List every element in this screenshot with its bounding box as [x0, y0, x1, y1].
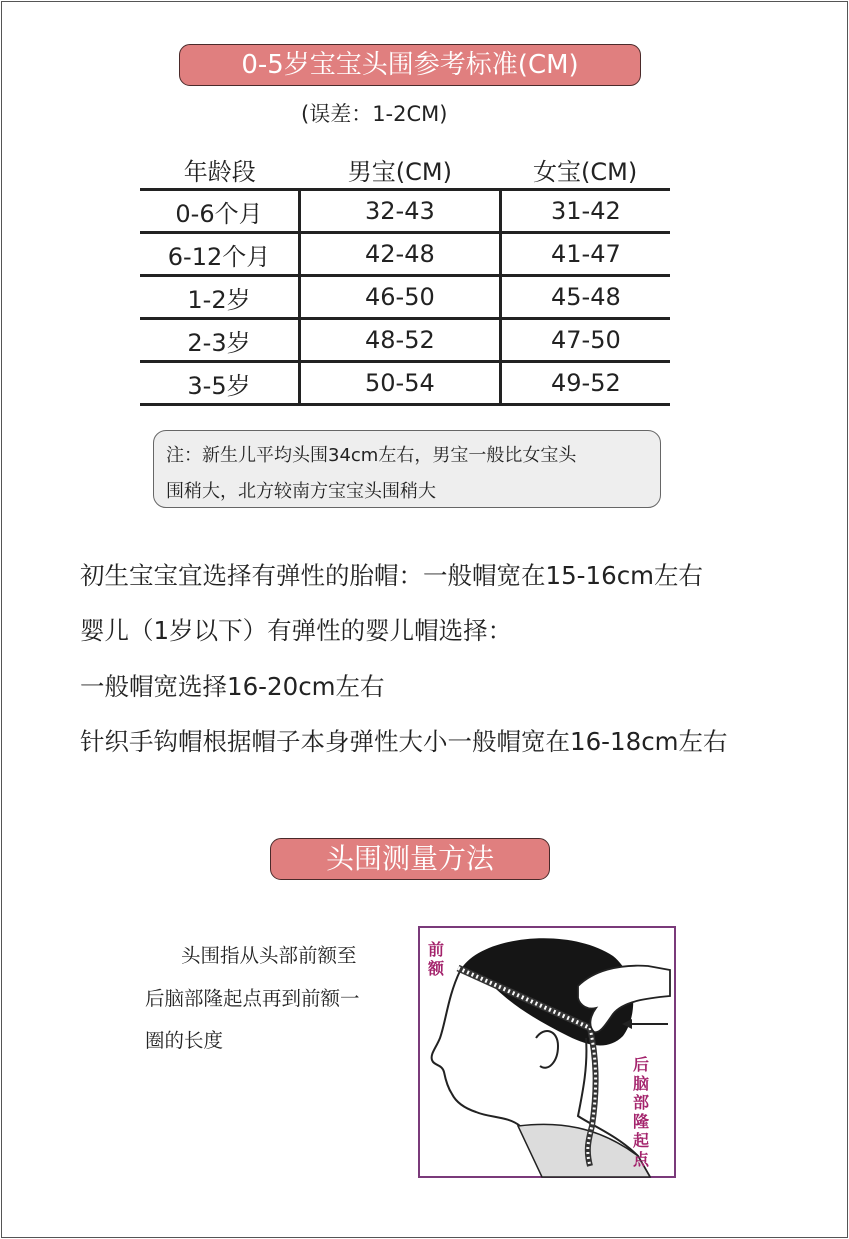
girl-cell: 49-52 [500, 362, 670, 405]
boy-cell: 46-50 [300, 276, 501, 319]
info-line: 一般帽宽选择16-20cm左右 [80, 672, 385, 701]
table-row [140, 276, 670, 319]
error-note: (误差：1-2CM) [301, 102, 448, 126]
method-description-line: 圈的长度 [145, 1029, 224, 1052]
boy-cell: 50-54 [300, 362, 501, 405]
front-forehead-label: 前额 [428, 940, 445, 978]
age-cell: 3-5岁 [187, 371, 251, 400]
girl-cell: 47-50 [500, 319, 670, 362]
boy-cell: 48-52 [300, 319, 501, 362]
note-box [153, 430, 661, 508]
age-cell: 1-2岁 [187, 285, 251, 314]
girl-cell: 45-48 [500, 276, 670, 319]
method-description-line: 头围指从头部前额至 [181, 944, 357, 967]
note-line: 围稍大，北方较南方宝宝头围稍大 [166, 481, 436, 502]
header-age: 年龄段 [183, 157, 256, 186]
note-line: 注：新生儿平均头围34cm左右，男宝一般比女宝头 [166, 445, 577, 466]
girl-cell: 31-42 [500, 190, 670, 233]
table-row [140, 233, 670, 276]
table-row [140, 319, 670, 362]
age-cell: 0-6个月 [175, 199, 263, 228]
back-head-label: 后脑部隆起点 [633, 1055, 650, 1169]
header-girl: 女宝(CM) [533, 157, 638, 186]
page-title: 0-5岁宝宝头围参考标准(CM) [179, 44, 641, 86]
header-boy: 男宝(CM) [347, 157, 452, 186]
table-row [140, 362, 670, 405]
info-line: 针织手钩帽根据帽子本身弹性大小一般帽宽在16-18cm左右 [80, 727, 728, 756]
table-header-row [140, 150, 670, 190]
age-cell: 6-12个月 [167, 242, 271, 271]
boy-cell: 42-48 [300, 233, 501, 276]
table-row [140, 190, 670, 233]
info-line: 婴儿（1岁以下）有弹性的婴儿帽选择： [80, 616, 513, 645]
age-cell: 2-3岁 [187, 328, 251, 357]
method-title: 头围测量方法 [270, 838, 550, 880]
head-size-table [140, 150, 670, 406]
boy-cell: 32-43 [300, 190, 501, 233]
girl-cell: 41-47 [500, 233, 670, 276]
method-description-line: 后脑部隆起点再到前额一 [145, 987, 360, 1010]
info-line: 初生宝宝宜选择有弹性的胎帽：一般帽宽在15-16cm左右 [80, 561, 704, 590]
